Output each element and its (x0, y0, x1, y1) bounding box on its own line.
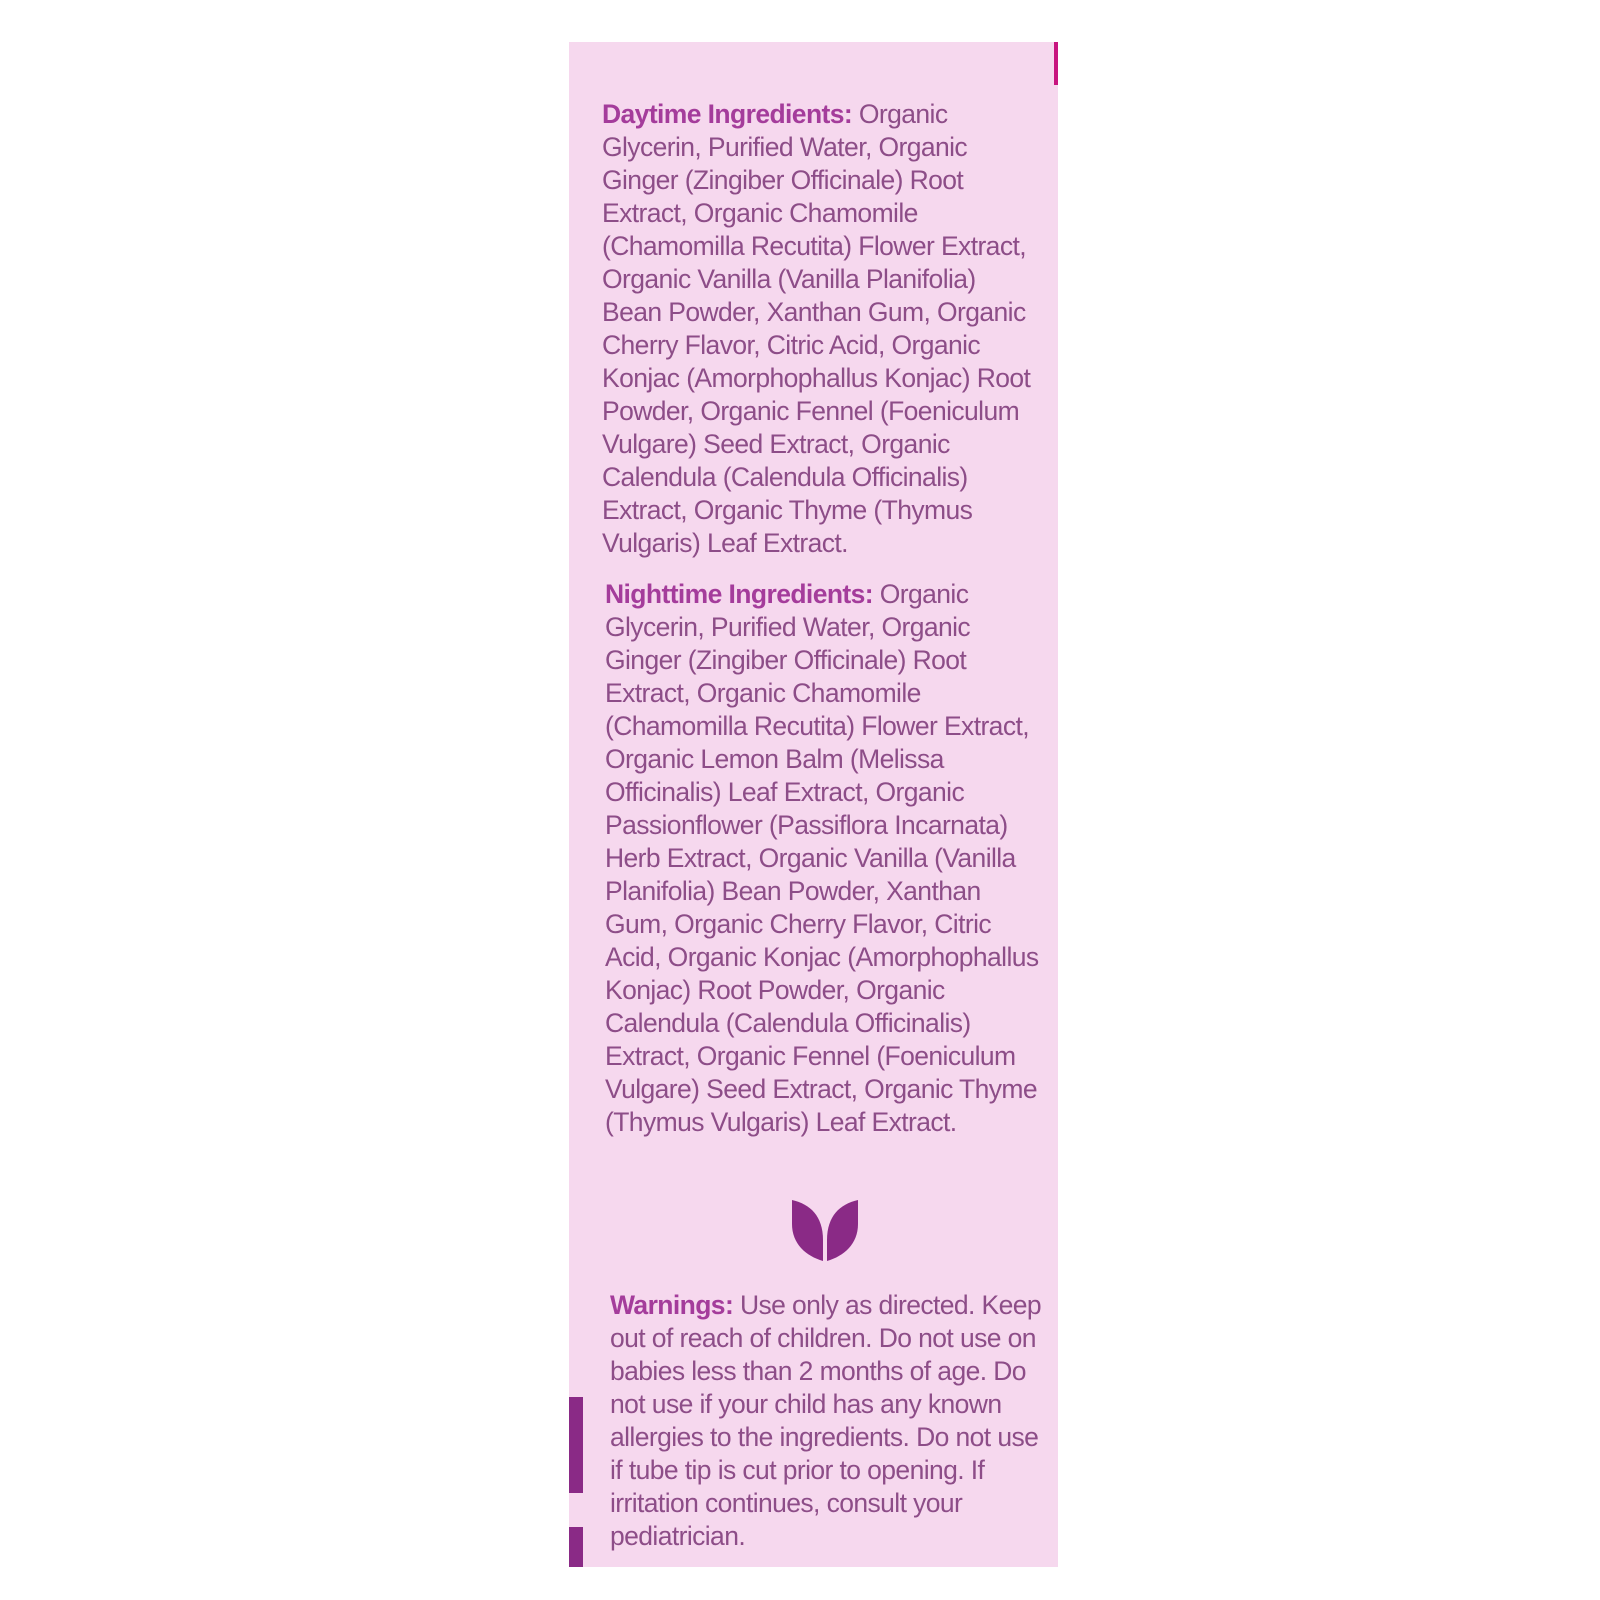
daytime-ingredients (602, 98, 1037, 560)
daytime-ingredients-text: Organic Glycerin, Purified Water, Organic Ginger (Zingiber Officinale) Root Extract, Organic Chamomile (Chamomilla Recutita) Flower Extract, Organic Vanilla (Vanilla Planifolia) Bean Powder, Xanthan Gum, Organic Cherry Flavor, Citric Acid, Organic Konjac (Amorphophallus Konjac) Root Powder, Organic Fennel (Foeniculum Vulgare) Seed Extract, Organic Calendula (Calendula Officinalis) Extract, Organic Thyme (Thymus Vulgaris) Leaf Extract. (602, 99, 1031, 558)
product-label-panel (569, 42, 1058, 1567)
nighttime-ingredients-label: Nighttime Ingredients: (605, 579, 880, 609)
warnings (610, 1289, 1045, 1553)
nighttime-ingredients-text: Organic Glycerin, Purified Water, Organic Ginger (Zingiber Officinale) Root Extract, Organic Chamomile (Chamomilla Recutita) Flower Extract, Organic Lemon Balm (Melissa Officinalis) Leaf Extract, Organic Passionflower (Passiflora Incarnata) Herb Extract, Organic Vanilla (Vanilla Planifolia) Bean Powder, Xanthan Gum, Organic Cherry Flavor, Citric Acid, Organic Konjac (Amorphophallus Konjac) Root Powder, Organic Calendula (Calendula Officinalis) Extract, Organic Fennel (Foeniculum Vulgare) Seed Extract, Organic Thyme (Thymus Vulgaris) Leaf Extract. (605, 579, 1039, 1137)
leaf-icon (790, 1196, 860, 1262)
warnings-label: Warnings: (610, 1290, 740, 1320)
daytime-ingredients-label: Daytime Ingredients: (602, 99, 859, 129)
accent-stripe-left-upper (569, 1397, 583, 1493)
warnings-text: Use only as directed. Keep out of reach of children. Do not use on babies less than 2 months of age. Do not use if your child has any known allergies to the ingredients. Do not use if tube tip is cut prior to opening. If irritation continues, consult your pediatrician. (610, 1290, 1042, 1551)
accent-stripe-top (1054, 42, 1058, 85)
accent-stripe-left-lower (569, 1527, 583, 1567)
nighttime-ingredients (605, 578, 1040, 1139)
